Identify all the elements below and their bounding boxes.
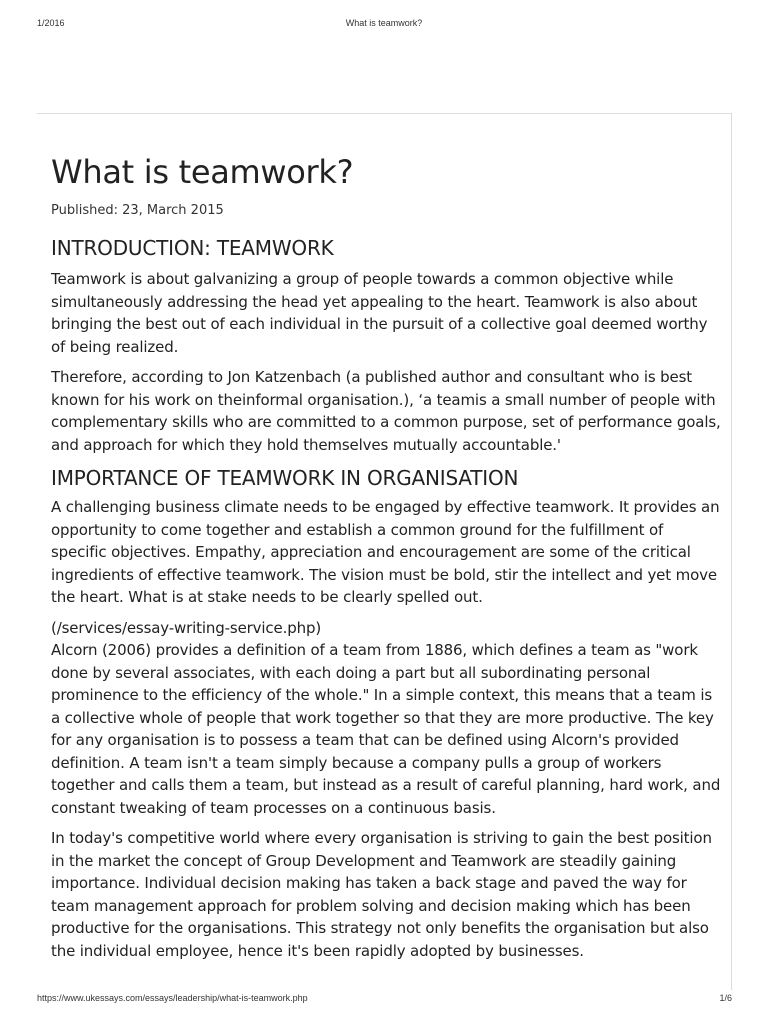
today-paragraph: In today's competitive world where every organisation is striving to gain the best position in the market the concept of Group Development and Teamwork are steadily gaining importance. Individual decision making has taken a back stage and paved the way for team management approach for problem solving and decision making which has been productive for the organisations. This strategy not only benefits the organisation but also the individual employee, hence it's been rapidly adopted by businesses. <box>51 829 712 960</box>
importance-paragraph-1: A challenging business climate needs to be engaged by effective teamwork. It provides an opportunity to come together and establish a common ground for the fulfillment of specific objectives. Empathy, appreciation and encouragement are some of the critical ingredients of effective teamwork. The vision must be bold, stir the intellect and yet move the heart. What is at stake needs to be clearly spelled out. <box>51 498 720 606</box>
intro-heading: INTRODUCTION: TEAMWORK <box>51 236 334 260</box>
alcorn-paragraph: Alcorn (2006) provides a definition of a team from 1886, which defines a team as "work done by several associates, with each doing a part but all subordinating personal prominence to the efficiency of the whole." In a simple context, this means that a team is a collective whole of people that work together so that they are more productive. The key for any organisation is to possess a team that can be defined using Alcorn's provided definition. A team isn't a team simply because a company pulls a group of workers together and calls them a team, but instead as a result of careful planning, hard work, and constant tweaking of team processes on a continuous basis. <box>51 641 721 817</box>
importance-heading: IMPORTANCE OF TEAMWORK IN ORGANISATION <box>51 466 519 490</box>
print-title: What is teamwork? <box>345 18 423 28</box>
print-header <box>0 18 768 32</box>
print-url: https://www.ukessays.com/essays/leadership/what-is-teamwork.php <box>37 993 308 1003</box>
print-date: 1/2016 <box>37 18 65 28</box>
page-title: What is teamwork? <box>51 153 354 191</box>
print-footer <box>0 993 768 1007</box>
service-link[interactable]: (/services/essay-writing-service.php) <box>51 618 322 637</box>
intro-paragraph-1: Teamwork is about galvanizing a group of people towards a common objective while simultaneously addressing the head yet appealing to the heart. Teamwork is also about bringing the best out of each individual in the pursuit of a collective goal deemed worthy of being realized. <box>51 270 708 356</box>
intro-paragraph-2: Therefore, according to Jon Katzenbach (a published author and consultant who is best known for his work on theinformal organisation.), ‘a teamis a small number of people with complementary skills who are committed to a common purpose, set of performance goals, and approach for which they hold themselves mutually accountable.' <box>51 368 721 454</box>
article <box>51 150 723 962</box>
page-number: 1/6 <box>719 993 732 1003</box>
published-date: Published: 23, March 2015 <box>51 203 224 218</box>
